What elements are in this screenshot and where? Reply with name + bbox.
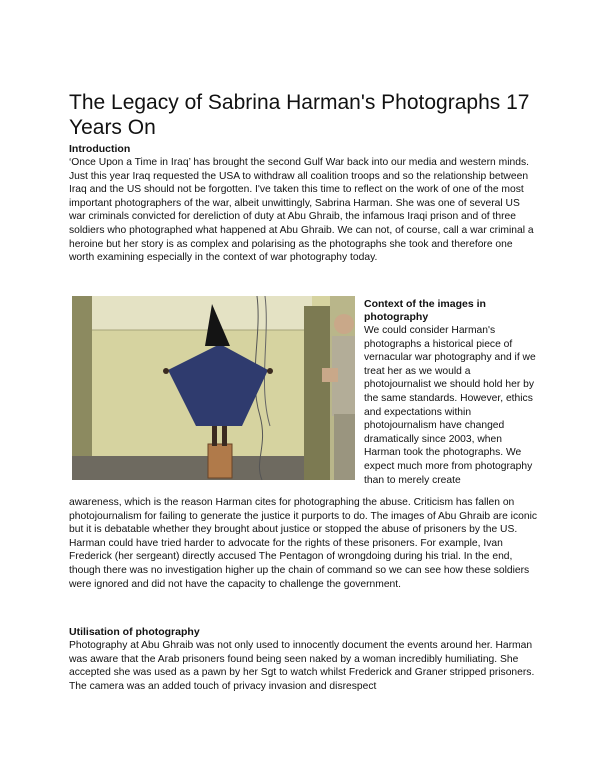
abu-ghraib-photograph [72,296,355,480]
context-heading: Context of the images in photography [364,298,486,323]
context-paragraph-continued: awareness, which is the reason Harman cites for photographing the abuse. Criticism has fallen on photojournalism for failing to generate the justice it purports to do. The images of Abu Ghraib are iconic but it is debatable whether they brought about justice or stopped the abuse of prisoners by the US. Harman could have tried harder to advocate for the rights of these prisoners. For example, Ivan Frederick (her sergeant) directly accused The Pentagon of wrongdoing during his trial. In the end, though there was no investigation higher up the chain of command so we can see how these soldiers were ignored and did not have the capacity to challenge the government. [69,497,538,590]
utilisation-paragraph: Photography at Abu Ghraib was not only used to innocently document the events around her. Harman was aware that the Arab prisoners found being seen naked by a woman incredibly humiliating. She accepted she was used as a pawn by her Sgt to watch whilst Frederick and Graner stripped prisoners. The camera was an added touch of privacy invasion and disrespect [69,640,535,692]
intro-paragraph: ‘Once Upon a Time in Iraq’ has brought the second Gulf War back into our media and western minds. Just this year Iraq requested the USA to withdraw all coalition troops and so the relationship between Iraq and the US should not be forgotten. I've taken this time to reflect on the work of one of the most important photographers of the war, albeit unwittingly, Sabrina Harman. She was one of several US war criminals convicted for dereliction of duty at Abu Ghraib, the infamous Iraqi prison and of three soldiers who photographed what happened at Abu Ghraib. We can not, of course, call a war criminal a heroine but her story is as complex and polarising as the photographs she took and therefore one worth examining especially in the context of war photography today. [69,157,534,264]
photograph-illustration [72,296,355,480]
intro-heading: Introduction [69,143,131,155]
context-paragraph: We could consider Harman's photographs a historical piece of vernacular war photography and if we treat her as we would a photojournalist we should hold her by the same standards. However, ethics and expectations within photojournalism have changed dramatically since 2003, when Harman took the photographs. We expect much more from photography than to merely create [364,325,536,486]
page-title: The Legacy of Sabrina Harman's Photographs 17 Years On [69,91,530,139]
utilisation-heading: Utilisation of photography [69,626,200,638]
